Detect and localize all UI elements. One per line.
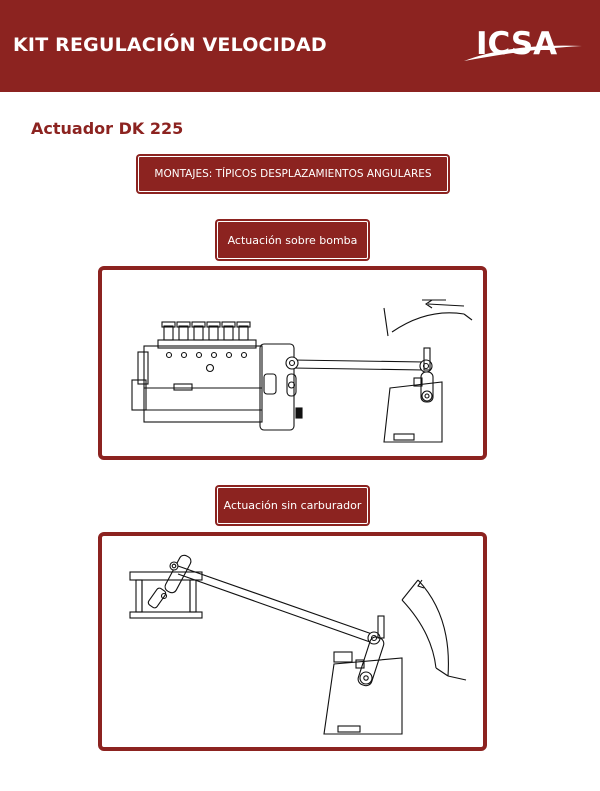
header-banner [0, 0, 600, 92]
svg-text:ICSA: ICSA [476, 26, 558, 62]
section-title: Actuador DK 225 [31, 119, 184, 138]
no-carburetor-diagram-frame [98, 532, 487, 751]
actuator-drawing [324, 616, 402, 734]
angular-arc-drawing [384, 300, 472, 336]
injection-pump-drawing [132, 322, 302, 430]
header-title: KIT REGULACIÓN VELOCIDAD [13, 34, 327, 56]
linkage-rod-drawing [286, 357, 432, 396]
icsa-logo [462, 20, 584, 68]
pump-actuation-label: Actuación sobre bomba [217, 221, 368, 259]
pump-diagram [102, 270, 483, 456]
pump-diagram-frame [98, 266, 487, 460]
throttle-body-drawing [130, 554, 202, 618]
angular-arc-drawing [402, 580, 466, 680]
no-carburetor-diagram [102, 536, 483, 747]
no-carburetor-actuation-label: Actuación sin carburador [217, 487, 368, 524]
linkage-rod-drawing [178, 566, 380, 644]
mounting-label: MONTAJES: TÍPICOS DESPLAZAMIENTOS ANGULARES [138, 156, 448, 192]
